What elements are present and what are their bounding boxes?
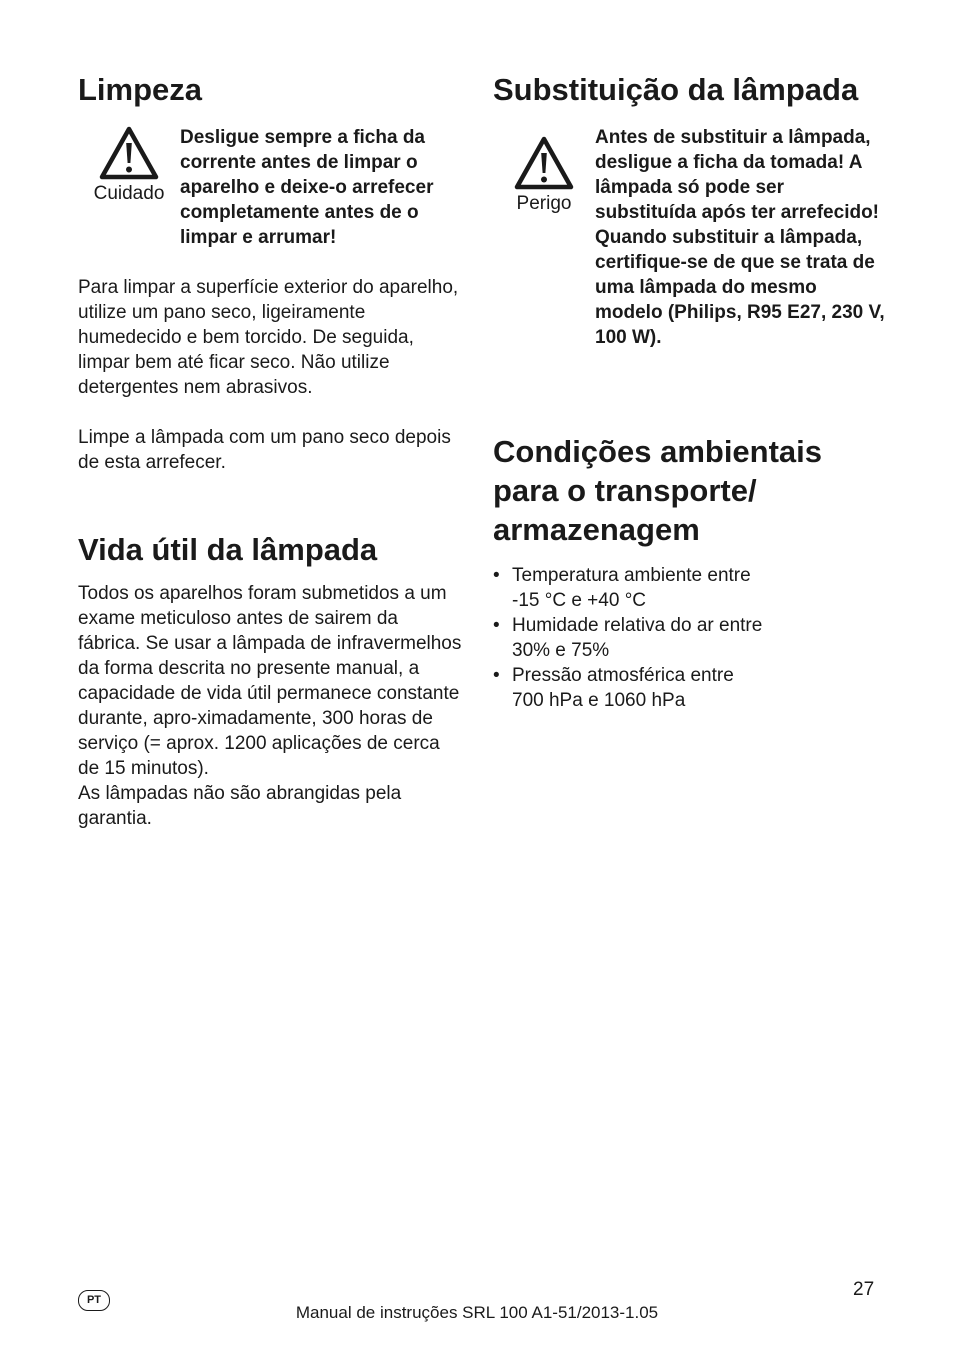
- list-item: • Temperatura ambiente entre -15 °C e +40 °C: [493, 565, 751, 611]
- caution-text: Desligue sempre a ficha da corrente antes de limpar o aparelho e deixe-o arrefecer completamente antes de o limpar e arrumar!: [180, 127, 434, 248]
- lifespan-paragraph-2: As lâmpadas não são abrangidas pela garantia.: [78, 783, 402, 829]
- page-number: 27: [853, 1279, 875, 1300]
- bullet-icon: •: [493, 565, 500, 586]
- section-title-substituicao: Substituição da lâmpada: [493, 72, 859, 107]
- danger-icon-box: [493, 125, 595, 215]
- cleaning-paragraph-1: Para limpar a superfície exterior do aparelho, utilize um pano seco, ligeiramente humedecido e bem torcido. De seguida, limpar bem até ficar seco. Não utilize detergentes nem abrasivos.: [78, 277, 459, 398]
- warning-triangle-icon: [513, 135, 575, 191]
- list-item: • Humidade relativa do ar entre 30% e 75%: [493, 615, 763, 661]
- manual-reference: Manual de instruções SRL 100 A1-51/2013-1.05: [295, 1303, 659, 1322]
- warning-triangle-icon: [98, 125, 160, 181]
- danger-text-2: Quando substituir a lâmpada, certifique-se de que se trata de uma lâmpada do mesmo modelo (Philips, R95 E27, 230 V, 100 W).: [595, 227, 885, 348]
- cleaning-paragraph-2: Limpe a lâmpada com um pano seco depois de esta arrefecer.: [78, 427, 451, 473]
- lifespan-paragraph-1: Todos os aparelhos foram submetidos a um exame meticuloso antes de sairem da fábrica. Se usar a lâmpada de infravermelhos da forma descrita no presente manual, a capacidade de vida útil permanece constante durante, apro-ximadamente, 300 horas de serviço (= aprox. 1200 aplicações de cerca de 15 minutos).: [78, 583, 462, 779]
- caution-icon-box: [78, 125, 180, 205]
- caution-label: Cuidado: [93, 183, 165, 204]
- section-title-condicoes: Condições ambientais para o transporte/ armazenagem: [493, 434, 823, 547]
- section-title-vida-util: Vida útil da lâmpada: [78, 532, 378, 567]
- conditions-list: [493, 563, 893, 713]
- right-column: [493, 70, 893, 713]
- section-title-limpeza: Limpeza: [78, 72, 203, 107]
- left-column: [78, 70, 463, 831]
- bullet-icon: •: [493, 615, 500, 636]
- danger-text-1: Antes de substituir a lâmpada, desligue a ficha da tomada! A lâmpada só pode ser substituída após ter arrefecido!: [595, 127, 880, 223]
- danger-warning: [493, 125, 893, 350]
- bullet-icon: •: [493, 665, 500, 686]
- list-item: • Pressão atmosférica entre 700 hPa e 1060 hPa: [493, 665, 734, 711]
- danger-label: Perigo: [516, 193, 572, 214]
- caution-warning: [78, 125, 463, 250]
- language-badge: PT: [78, 1290, 110, 1311]
